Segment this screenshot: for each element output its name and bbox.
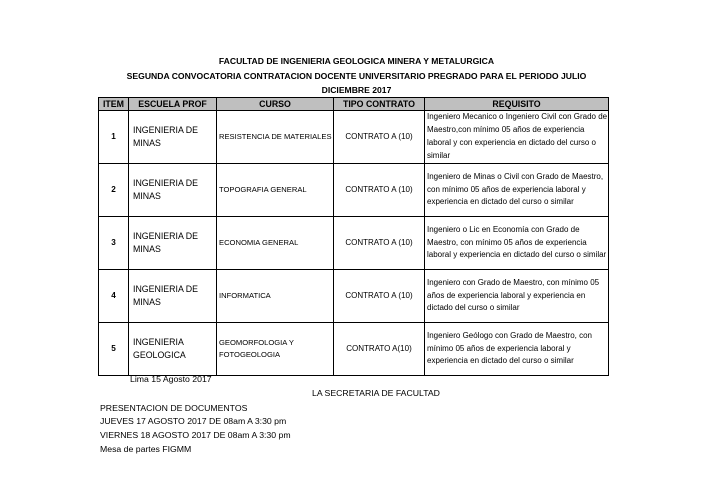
cell-tipo-contrato: CONTRATO A (10)	[334, 164, 425, 217]
column-header-curso: CURSO	[217, 98, 334, 111]
presentation-title: PRESENTACION DE DOCUMENTOS	[100, 403, 248, 413]
cell-curso: RESISTENCIA DE MATERIALES	[217, 111, 334, 164]
cell-item: 3	[99, 217, 129, 270]
issue-date: Lima 15 Agosto 2017	[130, 374, 212, 384]
presentation-schedule-friday: VIERNES 18 AGOSTO 2017 DE 08am A 3:30 pm	[100, 430, 291, 440]
table-header-row	[99, 98, 609, 111]
column-header-requisito: REQUISITO	[425, 98, 609, 111]
cell-item: 1	[99, 111, 129, 164]
cell-escuela: INGENIERIA DE MINAS	[129, 164, 217, 217]
cell-curso: TOPOGRAFIA GENERAL	[217, 164, 334, 217]
table-row	[99, 270, 609, 323]
cell-curso: GEOMORFOLOGIA Y FOTOGEOLOGIA	[217, 323, 334, 376]
cell-item: 4	[99, 270, 129, 323]
cell-escuela: INGENIERIA DE MINAS	[129, 217, 217, 270]
cell-requisito: Ingeniero o Lic en Economía con Grado de Maestro, con mínimo 05 años de experiencia laboral y experiencia en dictado del curso o similar	[425, 217, 609, 270]
cell-item: 5	[99, 323, 129, 376]
cell-escuela: INGENIERIA DE MINAS	[129, 111, 217, 164]
cell-requisito: Ingeniero de Minas o Civil con Grado de Maestro, con mínimo 05 años de experiencia laboral y experiencia en dictado del curso o similar	[425, 164, 609, 217]
cell-curso: INFORMATICA	[217, 270, 334, 323]
cell-requisito: Ingeniero con Grado de Maestro, con mínimo 05 años de experiencia laboral y experiencia en dictado del curso o similar	[425, 270, 609, 323]
presentation-schedule-thursday: JUEVES 17 AGOSTO 2017 DE 08am A 3:30 pm	[100, 416, 287, 426]
column-header-item: ITEM	[99, 98, 129, 111]
document-title: FACULTAD DE INGENIERIA GEOLOGICA MINERA Y METALURGICA	[218, 56, 495, 66]
table-row	[99, 323, 609, 376]
cell-requisito: Ingeniero Mecanico o Ingeniero Civil con Grado de Maestro,con mínimo 05 años de experiencia laboral y con experiencia en dictado del curso o similar	[425, 111, 609, 164]
cell-escuela: INGENIERIA DE MINAS	[129, 270, 217, 323]
cell-tipo-contrato: CONTRATO A (10)	[334, 111, 425, 164]
table-row	[99, 164, 609, 217]
cell-tipo-contrato: CONTRATO A (10)	[334, 217, 425, 270]
cell-item: 2	[99, 164, 129, 217]
cell-escuela: INGENIERIA GEOLOGICA	[129, 323, 217, 376]
column-header-tipo-contrato: TIPO CONTRATO	[334, 98, 425, 111]
presentation-location: Mesa de partes FIGMM	[100, 444, 192, 454]
cell-tipo-contrato: CONTRATO A(10)	[334, 323, 425, 376]
document-period: DICIEMBRE 2017	[321, 85, 392, 95]
cell-tipo-contrato: CONTRATO A (10)	[334, 270, 425, 323]
convocatoria-table	[98, 97, 609, 376]
signature-line: LA SECRETARIA DE FACULTAD	[312, 388, 440, 398]
document-subtitle: SEGUNDA CONVOCATORIA CONTRATACION DOCENTE UNIVERSITARIO PREGRADO PARA EL PERIODO JULIO	[126, 71, 587, 81]
table-row	[99, 217, 609, 270]
cell-curso: ECONOMIA GENERAL	[217, 217, 334, 270]
cell-requisito: Ingeniero Geólogo con Grado de Maestro, con mínimo 05 años de experiencia laboral y experiencia en dictado del curso o similar	[425, 323, 609, 376]
column-header-escuela: ESCUELA PROF	[129, 98, 217, 111]
table-row	[99, 111, 609, 164]
